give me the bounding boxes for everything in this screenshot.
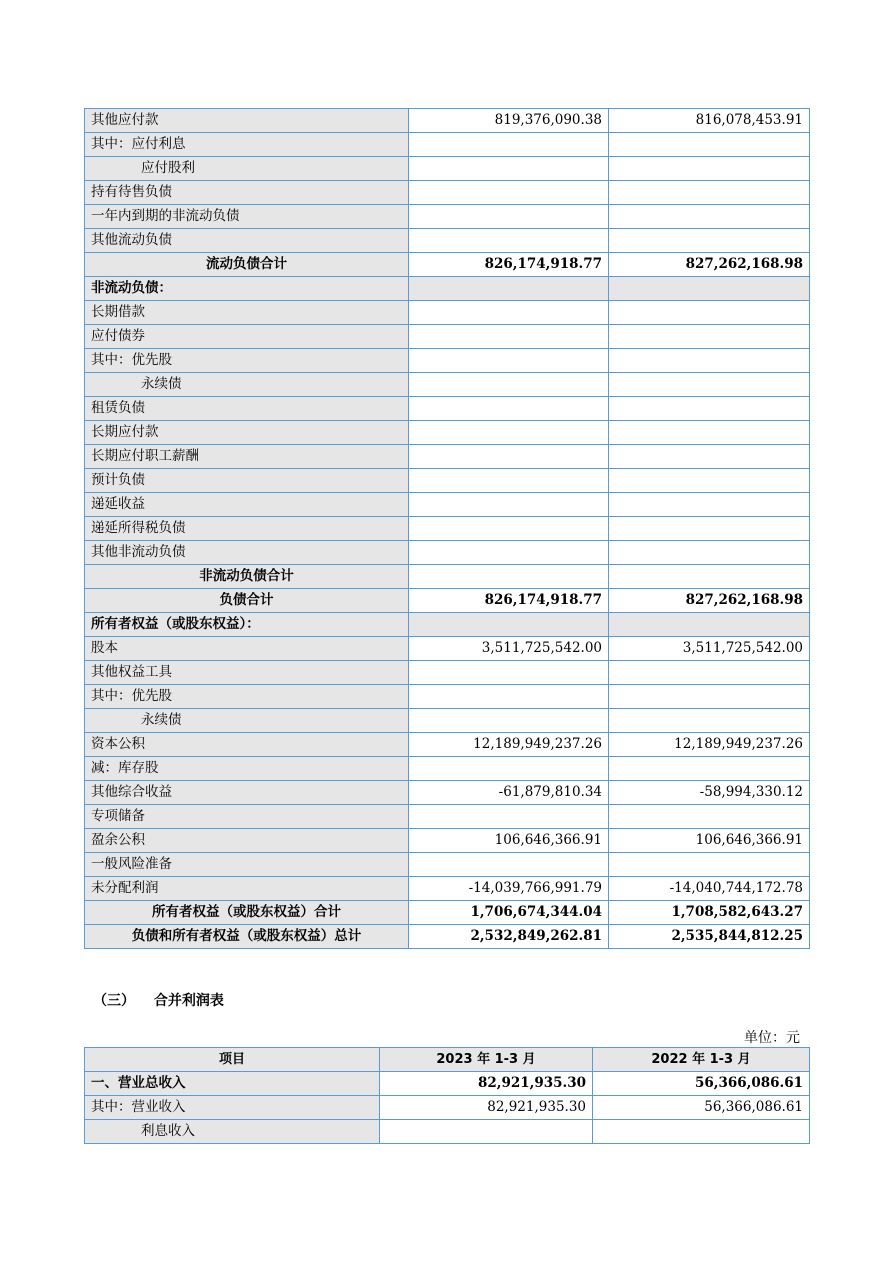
value-prior: [609, 373, 810, 397]
row-label: 利息收入: [85, 1120, 380, 1144]
row-label: 其中：应付利息: [85, 133, 409, 157]
table-row: [85, 109, 810, 133]
value-current: [409, 853, 609, 877]
value-prior: 3,511,725,542.00: [609, 637, 810, 661]
value-current: [380, 1120, 593, 1144]
row-label: 减：库存股: [85, 757, 409, 781]
value-prior: 1,708,582,643.27: [609, 901, 810, 925]
section-title-text: 合并利润表: [153, 993, 224, 1009]
value-prior: [609, 517, 810, 541]
value-prior: [609, 349, 810, 373]
value-current: [409, 421, 609, 445]
value-current: -61,879,810.34: [409, 781, 609, 805]
value-current: [409, 181, 609, 205]
table-row: [85, 469, 810, 493]
value-prior: [609, 133, 810, 157]
header-2022: 2022 年 1-3 月: [593, 1048, 810, 1072]
value-prior: 827,262,168.98: [609, 589, 810, 613]
row-label: 股本: [85, 637, 409, 661]
table-row: [85, 541, 810, 565]
value-current: [409, 661, 609, 685]
value-current: [409, 517, 609, 541]
value-current: 826,174,918.77: [409, 589, 609, 613]
table-row: [85, 1072, 810, 1096]
value-prior: [609, 565, 810, 589]
value-current: 1,706,674,344.04: [409, 901, 609, 925]
table-row: [85, 1120, 810, 1144]
balance-sheet-table: [84, 108, 810, 949]
row-label: 其中：营业收入: [85, 1096, 380, 1120]
value-current: [409, 349, 609, 373]
section-number: （三）: [93, 993, 135, 1009]
table-row: [85, 205, 810, 229]
value-current: [409, 445, 609, 469]
value-prior: [609, 757, 810, 781]
value-current: [409, 301, 609, 325]
value-current: [409, 541, 609, 565]
value-current: [409, 157, 609, 181]
value-current: -14,039,766,991.79: [409, 877, 609, 901]
value-current: 819,376,090.38: [409, 109, 609, 133]
value-current: [409, 133, 609, 157]
row-label: 盈余公积: [85, 829, 409, 853]
table-row: [85, 325, 810, 349]
row-label: 其他非流动负债: [85, 541, 409, 565]
value-prior: [593, 1120, 810, 1144]
value-prior: [609, 277, 810, 301]
row-label: 长期应付职工薪酬: [85, 445, 409, 469]
value-prior: [609, 301, 810, 325]
value-prior: 816,078,453.91: [609, 109, 810, 133]
value-prior: [609, 805, 810, 829]
header-item: 项目: [85, 1048, 380, 1072]
value-current: [409, 709, 609, 733]
table-row: [85, 157, 810, 181]
row-label: 专项储备: [85, 805, 409, 829]
table-row: [85, 877, 810, 901]
income-header-row: [85, 1048, 810, 1072]
table-row: [85, 493, 810, 517]
row-label: 未分配利润: [85, 877, 409, 901]
row-label: 长期应付款: [85, 421, 409, 445]
value-prior: [609, 709, 810, 733]
value-current: [409, 685, 609, 709]
value-current: [409, 397, 609, 421]
value-prior: 56,366,086.61: [593, 1096, 810, 1120]
row-label: 所有者权益（或股东权益）：: [85, 613, 409, 637]
table-row: [85, 661, 810, 685]
unit-label: 单位：元: [744, 1030, 800, 1046]
row-label: 其中：优先股: [85, 685, 409, 709]
value-current: 82,921,935.30: [380, 1072, 593, 1096]
value-current: [409, 469, 609, 493]
table-row: [85, 229, 810, 253]
row-label: 递延收益: [85, 493, 409, 517]
income-statement-table: [84, 1047, 810, 1144]
table-row: [85, 805, 810, 829]
table-row: [85, 517, 810, 541]
row-label: 永续债: [85, 373, 409, 397]
table-row: [85, 685, 810, 709]
row-label: 其他权益工具: [85, 661, 409, 685]
table-row: [85, 781, 810, 805]
value-prior: 56,366,086.61: [593, 1072, 810, 1096]
value-current: 2,532,849,262.81: [409, 925, 609, 949]
row-label: 流动负债合计: [85, 253, 409, 277]
value-prior: [609, 445, 810, 469]
row-label: 应付股利: [85, 157, 409, 181]
table-row: [85, 853, 810, 877]
value-prior: [609, 613, 810, 637]
value-prior: 2,535,844,812.25: [609, 925, 810, 949]
value-prior: [609, 661, 810, 685]
value-prior: [609, 685, 810, 709]
row-label: 一年内到期的非流动负债: [85, 205, 409, 229]
table-row: [85, 373, 810, 397]
table-row: [85, 1096, 810, 1120]
value-prior: [609, 493, 810, 517]
table-row: [85, 445, 810, 469]
table-row: [85, 757, 810, 781]
value-prior: [609, 541, 810, 565]
row-label: 非流动负债：: [85, 277, 409, 301]
header-2023: 2023 年 1-3 月: [380, 1048, 593, 1072]
value-prior: -58,994,330.12: [609, 781, 810, 805]
value-current: [409, 277, 609, 301]
value-prior: 106,646,366.91: [609, 829, 810, 853]
value-current: 106,646,366.91: [409, 829, 609, 853]
value-prior: [609, 157, 810, 181]
row-label: 一般风险准备: [85, 853, 409, 877]
table-row: [85, 421, 810, 445]
row-label: 应付债券: [85, 325, 409, 349]
row-label: 其他流动负债: [85, 229, 409, 253]
row-label: 持有待售负债: [85, 181, 409, 205]
value-current: [409, 613, 609, 637]
value-prior: 827,262,168.98: [609, 253, 810, 277]
row-label: 租赁负债: [85, 397, 409, 421]
value-prior: [609, 469, 810, 493]
table-row: [85, 733, 810, 757]
table-row: [85, 637, 810, 661]
row-label: 负债合计: [85, 589, 409, 613]
row-label: 长期借款: [85, 301, 409, 325]
value-prior: 12,189,949,237.26: [609, 733, 810, 757]
value-prior: [609, 229, 810, 253]
value-current: 826,174,918.77: [409, 253, 609, 277]
row-label: 递延所得税负债: [85, 517, 409, 541]
table-row: [85, 133, 810, 157]
table-row: [85, 589, 810, 613]
row-label: 一、营业总收入: [85, 1072, 380, 1096]
value-prior: [609, 325, 810, 349]
table-row: [85, 565, 810, 589]
value-current: 12,189,949,237.26: [409, 733, 609, 757]
section-title: [93, 990, 224, 1010]
row-label: 其他综合收益: [85, 781, 409, 805]
value-current: [409, 805, 609, 829]
value-current: [409, 493, 609, 517]
table-row: [85, 397, 810, 421]
value-prior: [609, 397, 810, 421]
value-current: 3,511,725,542.00: [409, 637, 609, 661]
row-label: 其他应付款: [85, 109, 409, 133]
value-prior: [609, 421, 810, 445]
row-label: 资本公积: [85, 733, 409, 757]
row-label: 其中：优先股: [85, 349, 409, 373]
value-prior: [609, 181, 810, 205]
table-row: [85, 901, 810, 925]
value-current: [409, 373, 609, 397]
table-row: [85, 613, 810, 637]
row-label: 负债和所有者权益（或股东权益）总计: [85, 925, 409, 949]
table-row: [85, 829, 810, 853]
value-prior: [609, 853, 810, 877]
value-current: [409, 565, 609, 589]
table-row: [85, 301, 810, 325]
table-row: [85, 277, 810, 301]
table-row: [85, 709, 810, 733]
table-row: [85, 925, 810, 949]
table-row: [85, 253, 810, 277]
value-prior: -14,040,744,172.78: [609, 877, 810, 901]
table-row: [85, 181, 810, 205]
balance-sheet-body: [85, 109, 810, 949]
value-current: 82,921,935.30: [380, 1096, 593, 1120]
value-current: [409, 325, 609, 349]
value-prior: [609, 205, 810, 229]
table-row: [85, 349, 810, 373]
value-current: [409, 229, 609, 253]
income-statement-body: [85, 1048, 810, 1144]
row-label: 所有者权益（或股东权益）合计: [85, 901, 409, 925]
row-label: 永续债: [85, 709, 409, 733]
row-label: 预计负债: [85, 469, 409, 493]
value-current: [409, 205, 609, 229]
value-current: [409, 757, 609, 781]
row-label: 非流动负债合计: [85, 565, 409, 589]
